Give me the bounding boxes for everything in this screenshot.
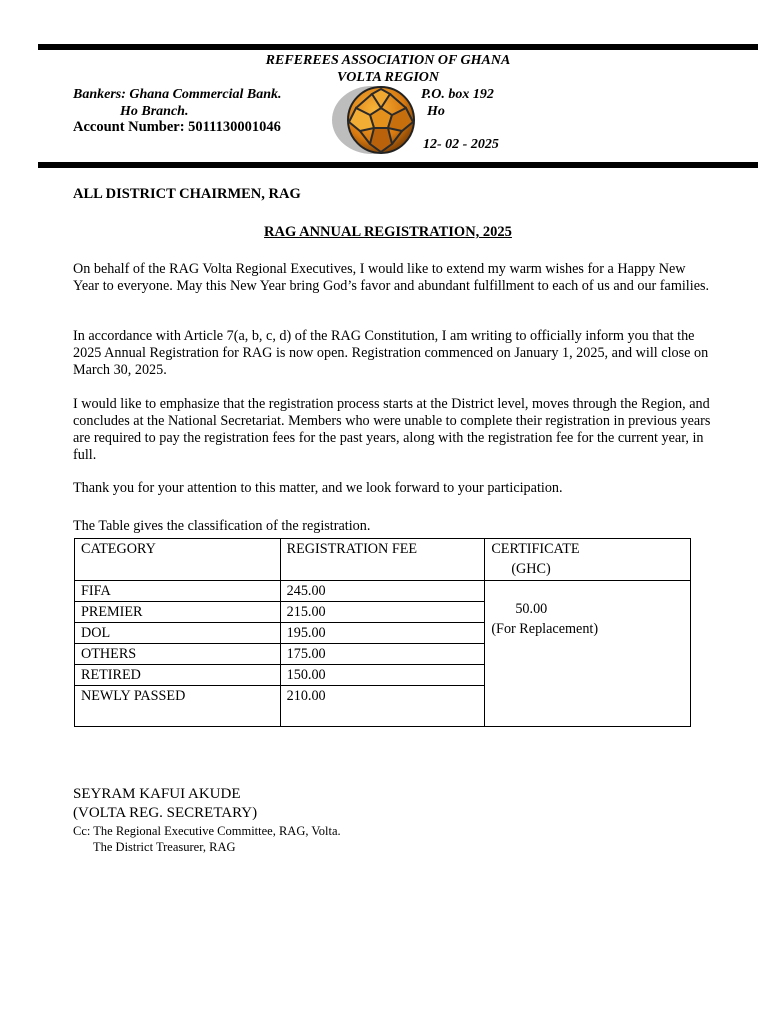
fee-cell: 150.00 xyxy=(280,665,485,686)
header-certificate-unit: (GHC) xyxy=(511,561,551,577)
table-header-row xyxy=(75,539,691,581)
certificate-note: (For Replacement) xyxy=(491,621,599,637)
po-box: P.O. box 192 xyxy=(421,87,494,102)
paragraph-thanks: Thank you for your attention to this matter, and we look forward to your participation. xyxy=(73,480,563,496)
cc-line-2: The District Treasurer, RAG xyxy=(93,840,236,854)
header-certificate xyxy=(485,539,691,581)
subject-heading: RAG ANNUAL REGISTRATION, 2025 xyxy=(264,224,512,240)
registration-table xyxy=(74,538,691,727)
category-cell: OTHERS xyxy=(75,644,281,665)
certificate-cell xyxy=(485,581,691,727)
account-number: Account Number: 5011130001046 xyxy=(73,119,281,135)
table-row xyxy=(75,581,691,602)
addressee: ALL DISTRICT CHAIRMEN, RAG xyxy=(73,186,301,202)
category-cell: RETIRED xyxy=(75,665,281,686)
table-intro: The Table gives the classification of the registration. xyxy=(73,518,371,534)
signatory-title: (VOLTA REG. SECRETARY) xyxy=(73,805,258,821)
bankers-line: Bankers: Ghana Commercial Bank. xyxy=(73,87,282,102)
signatory-name: SEYRAM KAFUI AKUDE xyxy=(73,786,241,802)
category-cell: NEWLY PASSED xyxy=(75,686,281,727)
category-cell: DOL xyxy=(75,623,281,644)
fee-cell: 245.00 xyxy=(280,581,485,602)
paragraph-greeting: On behalf of the RAG Volta Regional Executives, I would like to extend my warm wishes for a Happy New Year to everyone. May this New Year bring God’s favor and abundant fulfillment to each of us and our families. xyxy=(73,261,710,294)
fee-cell: 215.00 xyxy=(280,602,485,623)
football-icon xyxy=(330,84,422,156)
region-name: VOLTA REGION xyxy=(336,70,440,85)
certificate-fee: 50.00 xyxy=(515,601,548,617)
fee-cell: 210.00 xyxy=(280,686,485,727)
town: Ho xyxy=(427,104,445,119)
header-registration-fee: REGISTRATION FEE xyxy=(280,539,485,581)
letter-date: 12- 02 - 2025 xyxy=(423,137,499,152)
paragraph-registration-open: In accordance with Article 7(a, b, c, d) of the RAG Constitution, I am writing to officially inform you that the 2025 Annual Registration for RAG is now open. Registration commenced on January 1, 2025, and will close on March 30, 2025. xyxy=(73,328,709,378)
bottom-rule xyxy=(38,162,758,168)
fee-cell: 175.00 xyxy=(280,644,485,665)
branch-line: Ho Branch. xyxy=(120,104,189,119)
category-cell: FIFA xyxy=(75,581,281,602)
cc-line-1: Cc: The Regional Executive Committee, RAG, Volta. xyxy=(73,824,341,838)
category-cell: PREMIER xyxy=(75,602,281,623)
header-certificate-label: CERTIFICATE xyxy=(491,541,580,557)
header-category: CATEGORY xyxy=(75,539,281,581)
org-name: REFEREES ASSOCIATION OF GHANA xyxy=(265,53,511,68)
paragraph-process: I would like to emphasize that the registration process starts at the District level, moves through the Region, and concludes at the National Secretariat. Members who were unable to complete their registration in previous years are required to pay the registration fees for the past years, along with the registration fee for the current year, in full. xyxy=(73,396,711,463)
fee-cell: 195.00 xyxy=(280,623,485,644)
top-rule xyxy=(38,44,758,50)
